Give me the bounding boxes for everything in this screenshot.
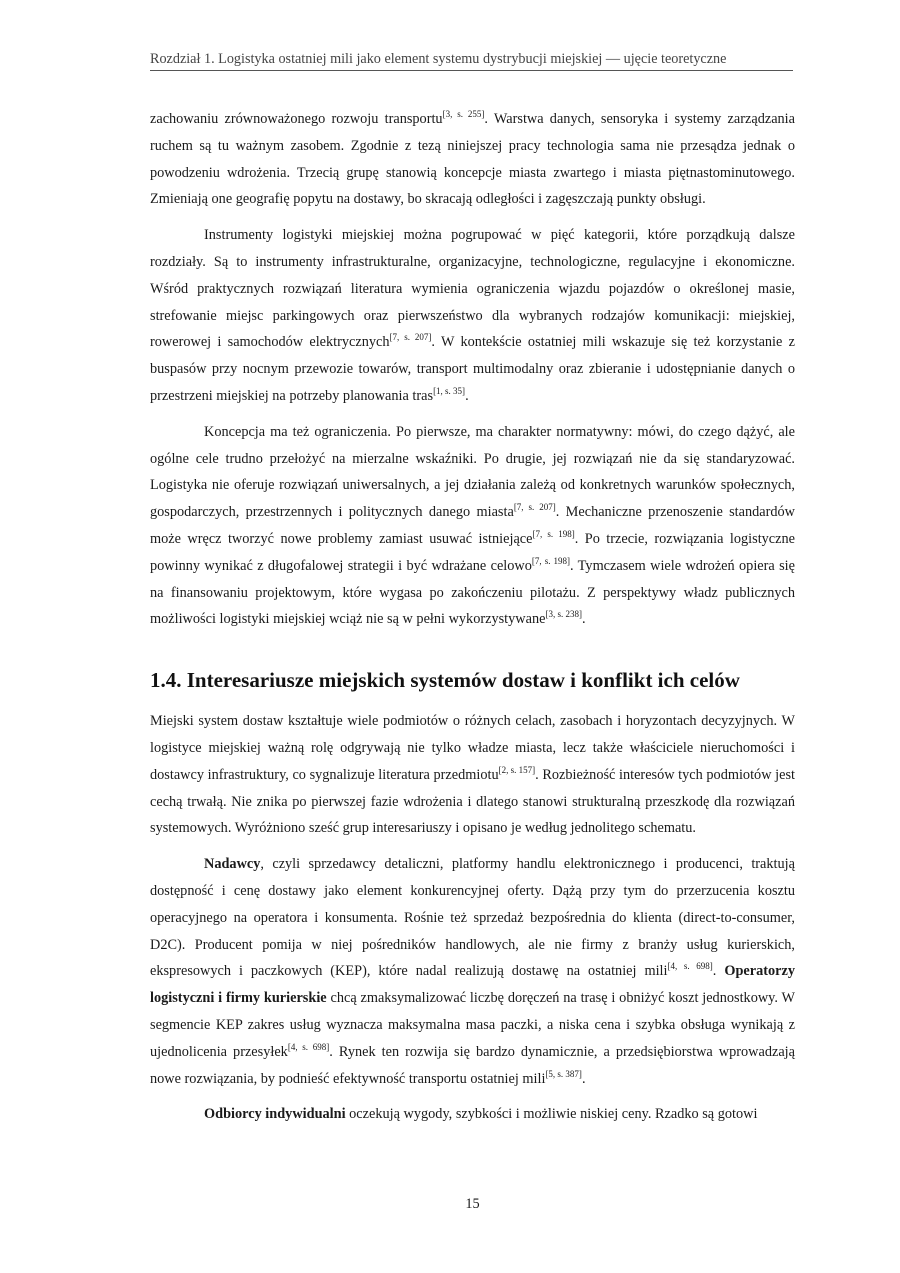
text-run: . W kontekście ostatniej mili wskazuje się też korzystanie z buspasów przy nocnym przewozie towarów, transport multimodalny oraz zbieranie i udostępnianie danych o przestrzeni miejskiej na potrzeby planowania tras bbox=[150, 334, 795, 404]
document-body bbox=[150, 106, 795, 1128]
paragraph bbox=[150, 851, 795, 1092]
text-run: . Rozbieżność interesów tych podmiotów jest cechą trwałą. Nie znika po pierwszej fazie wdrożenia i dlatego stanowi strukturalną przeszkodę dla rozwiązań systemowych. Wyróżniono sześć grup interesariuszy i opisano je według jednolitego schematu. bbox=[150, 766, 795, 837]
text-run: zachowaniu zrównoważonego rozwoju transportu bbox=[150, 111, 443, 127]
paragraph bbox=[150, 419, 795, 633]
text-run: . bbox=[465, 387, 469, 404]
text-run: Instrumenty logistyki miejskiej można pogrupować w pięć kategorii, które porządkują dalsze rozdziały. Są to instrumenty infrastrukturalne, organizacyjne, technologiczne, regulacyjne i ekonomiczne. Wśród praktycznych rozwiązań literatura wymienia ograniczenia wjazdu pojazdów o określonej masie, strefowanie miejsc parkingowych oraz pierwszeństwo dla wybranych rodzajów komunikacji: miejskiej, rowerowej i samochodów elektrycznych bbox=[150, 227, 795, 351]
citation-ref: [7, s. 198] bbox=[532, 528, 575, 539]
text-run: . Po trzecie, rozwiązania logistyczne powinny wynikać z długofalowej strategii i być wdrażane celowo bbox=[150, 530, 795, 574]
citation-ref: [2, s. 157] bbox=[498, 764, 536, 775]
text-run: . Rynek ten rozwija się bardzo dynamicznie, a przedsiębiorstwa wprowadzają nowe rozwiązania, by podnieść efektywność transportu ostatniej mili bbox=[150, 1043, 796, 1087]
text-run: Koncepcja ma też ograniczenia. Po pierwsze, ma charakter normatywny: mówi, do czego dążyć, ale ogólne cele trudno przełożyć na mierzalne wskaźniki. Po drugie, jej rozwiązań nie da się standaryzować. Logistyka nie oferuje rozwiązań uniwersalnych, a jej działania zależą od konkretnych warunków społecznych, gospodarczych, przestrzennych i politycznych danego miasta bbox=[150, 423, 795, 521]
section-heading: 1.4. Interesariusze miejskich systemów dostaw i konflikt ich celów bbox=[150, 668, 740, 693]
bold-term: Nadawcy bbox=[204, 856, 261, 873]
text-run: . bbox=[581, 611, 586, 628]
bold-term: Operatorzy logistyczni i firmy kurierskie bbox=[150, 963, 795, 1007]
text-run: Miejski system dostaw kształtuje wiele podmiotów o różnych celach, zasobach i horyzontach decyzyjnych. W logistyce miejskiej ważną rolę odgrywają nie tylko władze miasta, lecz także właściciele nieruchomości i dostawcy infrastruktury, co sygnalizuje literatura przedmiotu bbox=[150, 713, 795, 783]
running-head: Rozdział 1. Logistyka ostatniej mili jako element systemu dystrybucji miejskiej — ujęcie teoretyczne bbox=[150, 50, 793, 71]
text-run: , czyli sprzedawcy detaliczni, platformy handlu elektronicznego i producenci, traktują dostępność i cenę dostawy jako element konkurencyjnej oferty. Dążą przy tym do przerzucenia kosztu operacyjnego na operatora i konsumenta. Rośnie też sprzedaż bezpośrednia do klienta (direct-to-consumer, D2C). Producent pomija w niej pośredników handlowych, ale nie firmy z branży usług kurierskich, ekspresowych i paczkowych (KEP), które nadal realizują dostawę na ostatniej mili bbox=[150, 856, 795, 980]
text-run: oczekują wygody, szybkości i możliwie niskiej ceny. Rzadko są gotowi bbox=[345, 1106, 758, 1123]
citation-ref: [3, s. 238] bbox=[545, 609, 582, 620]
paragraph bbox=[150, 106, 795, 213]
paragraph bbox=[150, 1101, 795, 1128]
text-run: . Warstwa danych, sensoryka i systemy zarządzania ruchem są tu ważnym zasobem. Zgodnie z tezą niniejszej pracy technologia sama nie przesądza jednak o powodzeniu wdrożenia. Trzecią grupę stanowią koncepcje miasta zwartego i miasta piętnastominutowego. Zmieniają one geografię popytu na dostawy, bo skracają odległości i zagęszczają punkty obsługi. bbox=[150, 111, 796, 208]
text-run: . bbox=[712, 963, 725, 980]
citation-ref: [3, s. 255] bbox=[442, 109, 485, 119]
citation-ref: [5, s. 387] bbox=[545, 1068, 582, 1079]
paragraph bbox=[150, 708, 795, 842]
citation-ref: [7, s. 198] bbox=[531, 555, 570, 566]
citation-ref: [4, s. 698] bbox=[287, 1041, 330, 1052]
bold-term: Odbiorcy indywidualni bbox=[204, 1106, 346, 1123]
text-run: . Mechaniczne przenoszenie standardów może wręcz tworzyć nowe problemy zamiast usuwać istniejące bbox=[150, 504, 796, 547]
citation-ref: [4, s. 698] bbox=[667, 961, 713, 972]
text-run: . bbox=[581, 1070, 586, 1087]
text-run: chcą zmaksymalizować liczbę doręczeń na trasę i obniżyć koszt jednostkowy. W segmencie KEP zakres usług wyznacza maksymalna masa paczki, a niska cena i szybka obsługa wynikają z ujednolicenia przesyłek bbox=[150, 990, 796, 1060]
paragraph bbox=[150, 222, 795, 410]
page-number: 15 bbox=[465, 1196, 480, 1212]
citation-ref: [7, s. 207] bbox=[513, 502, 556, 513]
text-run: . Tymczasem wiele wdrożeń opiera się na finansowaniu projektowym, które wygasa po zakończeniu pilotażu. Z perspektywy władz publicznych możliwości logistyki miejskiej wciąż nie są w pełni wykorzystywane bbox=[150, 557, 796, 628]
citation-ref: [7, s. 207] bbox=[389, 332, 432, 343]
citation-ref: [1, s. 35] bbox=[433, 385, 466, 396]
